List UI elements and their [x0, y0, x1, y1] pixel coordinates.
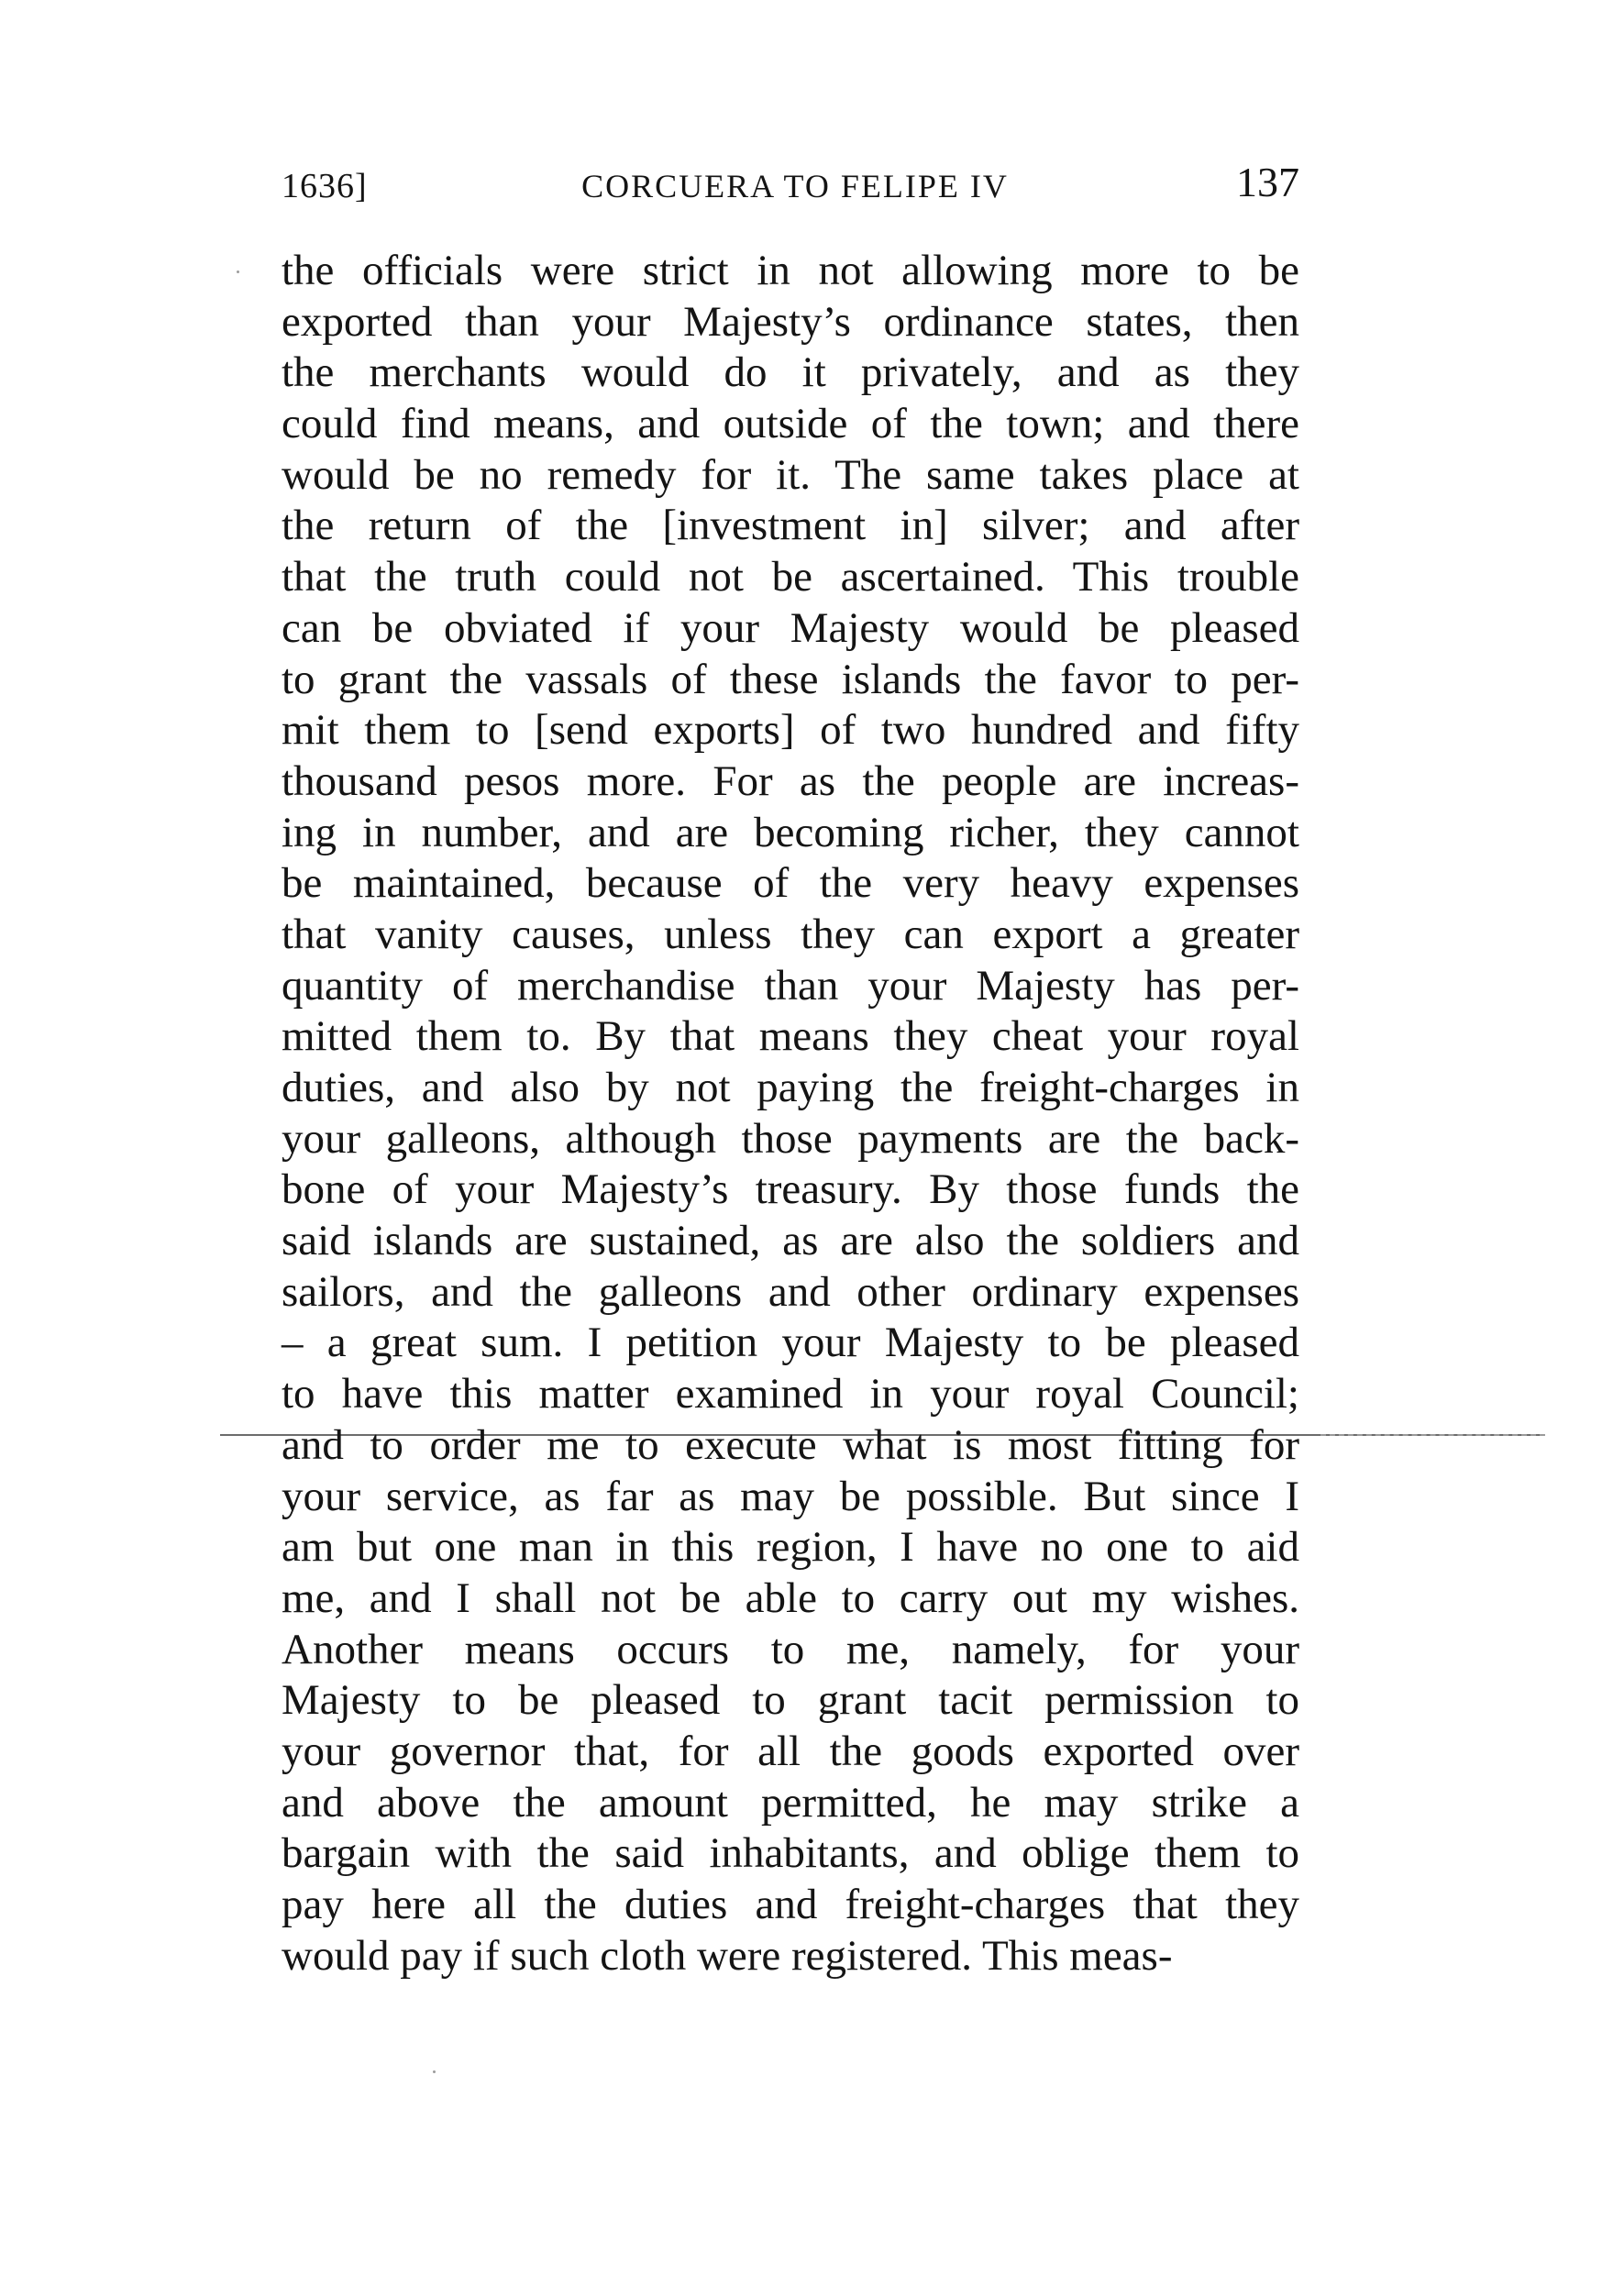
- text-line: pay here all the duties and freight-charges that they: [282, 1881, 1299, 1928]
- text-line: duties, and also by not paying the freight-charges in: [282, 1064, 1299, 1111]
- text-line: the return of the [investment in] silver; and after: [282, 502, 1299, 550]
- text-line: would be no remedy for it. The same takes place at: [282, 450, 1299, 499]
- running-head: [282, 154, 1299, 218]
- text-line: to grant the vassals of these islands the favor to per-: [282, 655, 1299, 703]
- header-title: CORCUERA TO FELIPE IV: [581, 168, 1009, 204]
- text-line: bone of your Majesty’s treasury. By those funds the: [282, 1165, 1299, 1214]
- text-line: and to order me to execute what is most fitting for: [282, 1420, 1299, 1469]
- text-line: the officials were strict in not allowing more to be: [282, 247, 1299, 294]
- text-line: – a great sum. I petition your Majesty to be pleased: [282, 1319, 1299, 1367]
- text-line: quantity of merchandise than your Majesty has per-: [282, 961, 1299, 1010]
- text-line: sailors, and the galleons and other ordinary expenses: [282, 1267, 1299, 1316]
- text-line: Another means occurs to me, namely, for your: [282, 1625, 1299, 1673]
- text-line: bargain with the said inhabitants, and oblige them to: [282, 1829, 1299, 1878]
- scan-speck: [433, 2070, 436, 2073]
- text-line: your service, as far as may be possible. But since I: [282, 1472, 1299, 1520]
- text-line: mitted them to. By that means they cheat your royal: [282, 1012, 1299, 1061]
- text-line: your governor that, for all the goods exported over: [282, 1727, 1299, 1775]
- text-line: Majesty to be pleased to grant tacit permission to: [282, 1676, 1299, 1725]
- text-line: could find means, and outside of the town; and there: [282, 400, 1299, 448]
- text-line: ing in number, and are becoming richer, they cannot: [282, 808, 1299, 856]
- text-line: the merchants would do it privately, and as they: [282, 348, 1299, 397]
- text-line: mit them to [send exports] of two hundred and fifty: [282, 706, 1299, 755]
- text-line: said islands are sustained, as are also the soldiers and: [282, 1217, 1299, 1265]
- text-line: to have this matter examined in your royal Council;: [282, 1370, 1299, 1418]
- text-line: would pay if such cloth were registered. This meas-: [282, 1931, 1173, 1980]
- text-line: your galleons, although those payments are the back-: [282, 1114, 1299, 1163]
- text-line: thousand pesos more. For as the people are increas-: [282, 756, 1299, 805]
- body-text: [282, 246, 1299, 1981]
- text-line: and above the amount permitted, he may strike a: [282, 1778, 1299, 1827]
- text-line: be maintained, because of the very heavy expenses: [282, 859, 1299, 908]
- page-number: 137: [1236, 159, 1299, 205]
- text-line: can be obviated if your Majesty would be pleased: [282, 603, 1299, 652]
- text-line: exported than your Majesty’s ordinance states, then: [282, 297, 1299, 346]
- text-line: am but one man in this region, I have no one to aid: [282, 1523, 1299, 1572]
- text-line: me, and I shall not be able to carry out my wishes.: [282, 1573, 1299, 1622]
- scan-rule-dashed: [1320, 1434, 1545, 1436]
- text-line: that vanity causes, unless they can export a greater: [282, 910, 1299, 958]
- scan-speck: [237, 270, 239, 273]
- text-line: that the truth could not be ascertained. This trouble: [282, 553, 1299, 602]
- header-year: 1636]: [282, 167, 368, 205]
